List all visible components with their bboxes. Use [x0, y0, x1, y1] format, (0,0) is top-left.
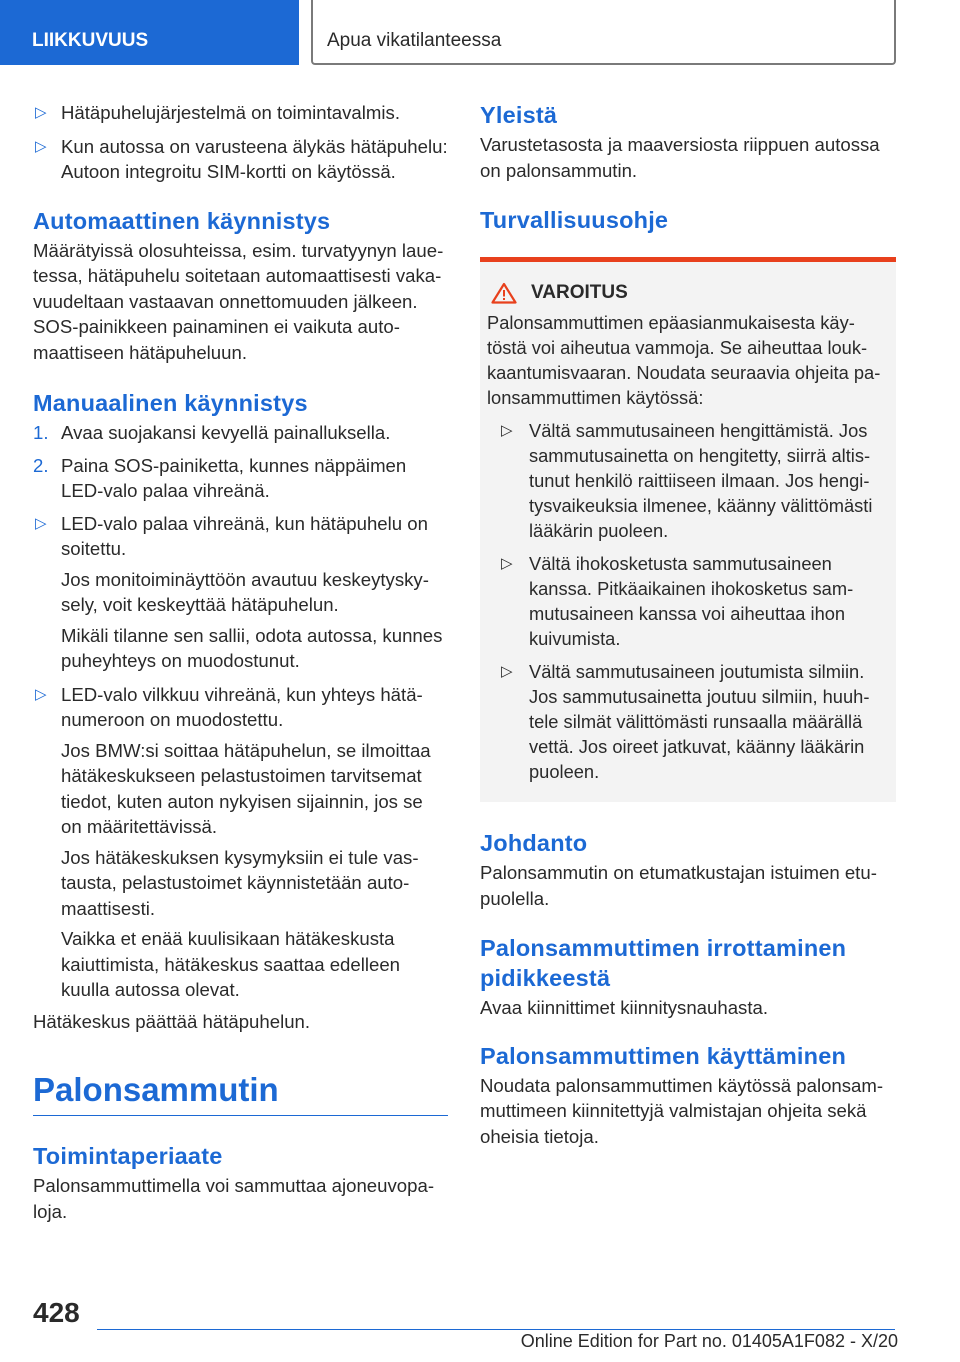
- list-item: ▷ Vältä sammutusaineen joutumista silmiin. Jos sammutusainetta joutuu silmiin, huuhtele silmät välittömästi runsaalla määrällä vettä. Jos oireet jatkuvat, käänny lääkärin puoleen.: [501, 661, 870, 782]
- bullet-icon: ▷: [35, 104, 47, 121]
- left-column: [33, 100, 448, 1224]
- step-number: 2.: [33, 454, 49, 476]
- paragraph: Palonsammutin on etumatkustajan istuimen etupuolella.: [480, 862, 877, 909]
- footer-rule: [97, 1329, 895, 1330]
- warning-icon: [491, 282, 517, 304]
- section-heading: Johdanto: [480, 830, 588, 856]
- paragraph: Palonsammuttimella voi sammuttaa ajoneuvopaloja.: [33, 1175, 435, 1222]
- list-item: ▷ Hätäpuhelujärjestelmä on toimintavalmis.: [33, 100, 448, 126]
- bullet-icon: ▷: [501, 555, 513, 572]
- list-item: 2. Paina SOS-painiketta, kunnes näppäimen LED-valo palaa vihreänä.: [33, 454, 407, 501]
- list-item: ▷ LED-valo vilkkuu vihreänä, kun yhteys hätänumeroon on muodostettu.: [35, 683, 423, 730]
- section-heading: Palonsammuttimen käyttäminen: [480, 1042, 847, 1069]
- heading-rule: [33, 1115, 448, 1116]
- section-heading: Manuaalinen käynnistys: [33, 390, 308, 416]
- paragraph: Vaikka et enää kuulisikaan hätäkeskusta kaiuttimista, hätäkeskus saattaa edelleen kuulla autossa olevat.: [61, 928, 401, 1000]
- section-heading: Toimintaperiaate: [33, 1143, 223, 1169]
- chapter-title: Apua vikatilanteessa: [327, 30, 502, 51]
- step-number: 1.: [33, 422, 49, 443]
- list-item: ▷ Vältä ihokosketusta sammutusaineen kanssa. Pitkäaikainen ihokosketus sammutusaineen kanssa voi aiheuttaa ihon kuivumista.: [501, 553, 854, 649]
- paragraph: Määrätyissä olosuhteissa, esim. turvatyynyn lauetessa, hätäpuhelu soitetaan automaattisesti vakavuudeltaan vastaavan onnettomuuden jälkeen. SOS-painikkeen painaminen ei vaikuta automaattiseen hätäpuheluun.: [33, 239, 444, 363]
- section-heading: Automaattinen käynnistys: [33, 207, 331, 234]
- bullet-icon: ▷: [501, 422, 513, 439]
- section-title: LIIKKUVUUS: [32, 30, 149, 51]
- edition-text: Online Edition for Part no. 01405A1F082 - X/20: [520, 1331, 898, 1351]
- section-heading: Palonsammuttimen irrottaminen pidikkeestä: [480, 935, 847, 991]
- section-tab: [0, 0, 299, 65]
- right-column: [480, 100, 896, 1149]
- warning-text: Palonsammuttimen epäasianmukaisesta käytöstä voi aiheutua vammoja. Se aiheuttaa loukkaantumisvaaran. Noudata seuraavia ohjeita palonsammuttimen käytössä:: [487, 312, 881, 408]
- page-number: 428: [33, 1297, 80, 1328]
- warning-title: VAROITUS: [491, 282, 888, 304]
- list-item: ▷ Kun autossa on varusteena älykäs hätäpuhelu: Autoon integroitu SIM-kortti on käytössä.: [35, 135, 448, 182]
- paragraph: Hätäkeskus päättää hätäpuhelun.: [33, 1010, 311, 1032]
- bullet-icon: ▷: [35, 514, 47, 532]
- paragraph: Jos BMW:si soittaa hätäpuhelun, se ilmoittaa hätäkeskukseen pelastustoimen tarvitsemat tiedot, kuten auton nykyisen sijainnin, jos se on määritettävissä.: [61, 739, 431, 837]
- paragraph: Mikäli tilanne sen sallii, odota autossa, kunnes puheyhteys on muodostunut.: [61, 624, 443, 671]
- bullet-icon: ▷: [35, 137, 47, 155]
- bullet-icon: ▷: [35, 685, 47, 703]
- paragraph: Avaa kiinnittimet kiinnitysnauhasta.: [480, 997, 769, 1018]
- paragraph: Varustetasosta ja maaversiosta riippuen autossa on palonsammutin.: [480, 134, 880, 181]
- paragraph: Noudata palonsammuttimen käytössä palonsammuttimeen kiinnitettyjä valmistajan ohjeita sekä oheisia tietoja.: [480, 1074, 884, 1147]
- list-item: ▷ LED-valo palaa vihreänä, kun hätäpuhelu on soitettu.: [35, 512, 428, 559]
- section-heading: Turvallisuusohje: [480, 207, 669, 233]
- bullet-icon: ▷: [501, 663, 513, 680]
- list-item: 1. Avaa suojakansi kevyellä painalluksella.: [33, 420, 448, 446]
- list-item: ▷ Vältä sammutusaineen hengittämistä. Jos sammutusainetta on hengitetty, siirrä altistunut henkilö raittiiseen ilmaan. Jos hengitysvaikeuksia ilmenee, käänny välittömästi lääkärin puoleen.: [501, 420, 873, 541]
- paragraph: Jos monitoiminäyttöön avautuu keskeytyskysely, voit keskeyttää hätäpuhelun.: [61, 568, 429, 615]
- chapter-heading: Palonsammutin: [33, 1071, 279, 1108]
- section-heading: Yleistä: [480, 102, 558, 128]
- warning-box: [480, 257, 896, 802]
- paragraph: Jos hätäkeskuksen kysymyksiin ei tule vastausta, pelastustoimet käynnistetään automaattisesti.: [61, 846, 419, 919]
- chapter-header: [311, 0, 896, 65]
